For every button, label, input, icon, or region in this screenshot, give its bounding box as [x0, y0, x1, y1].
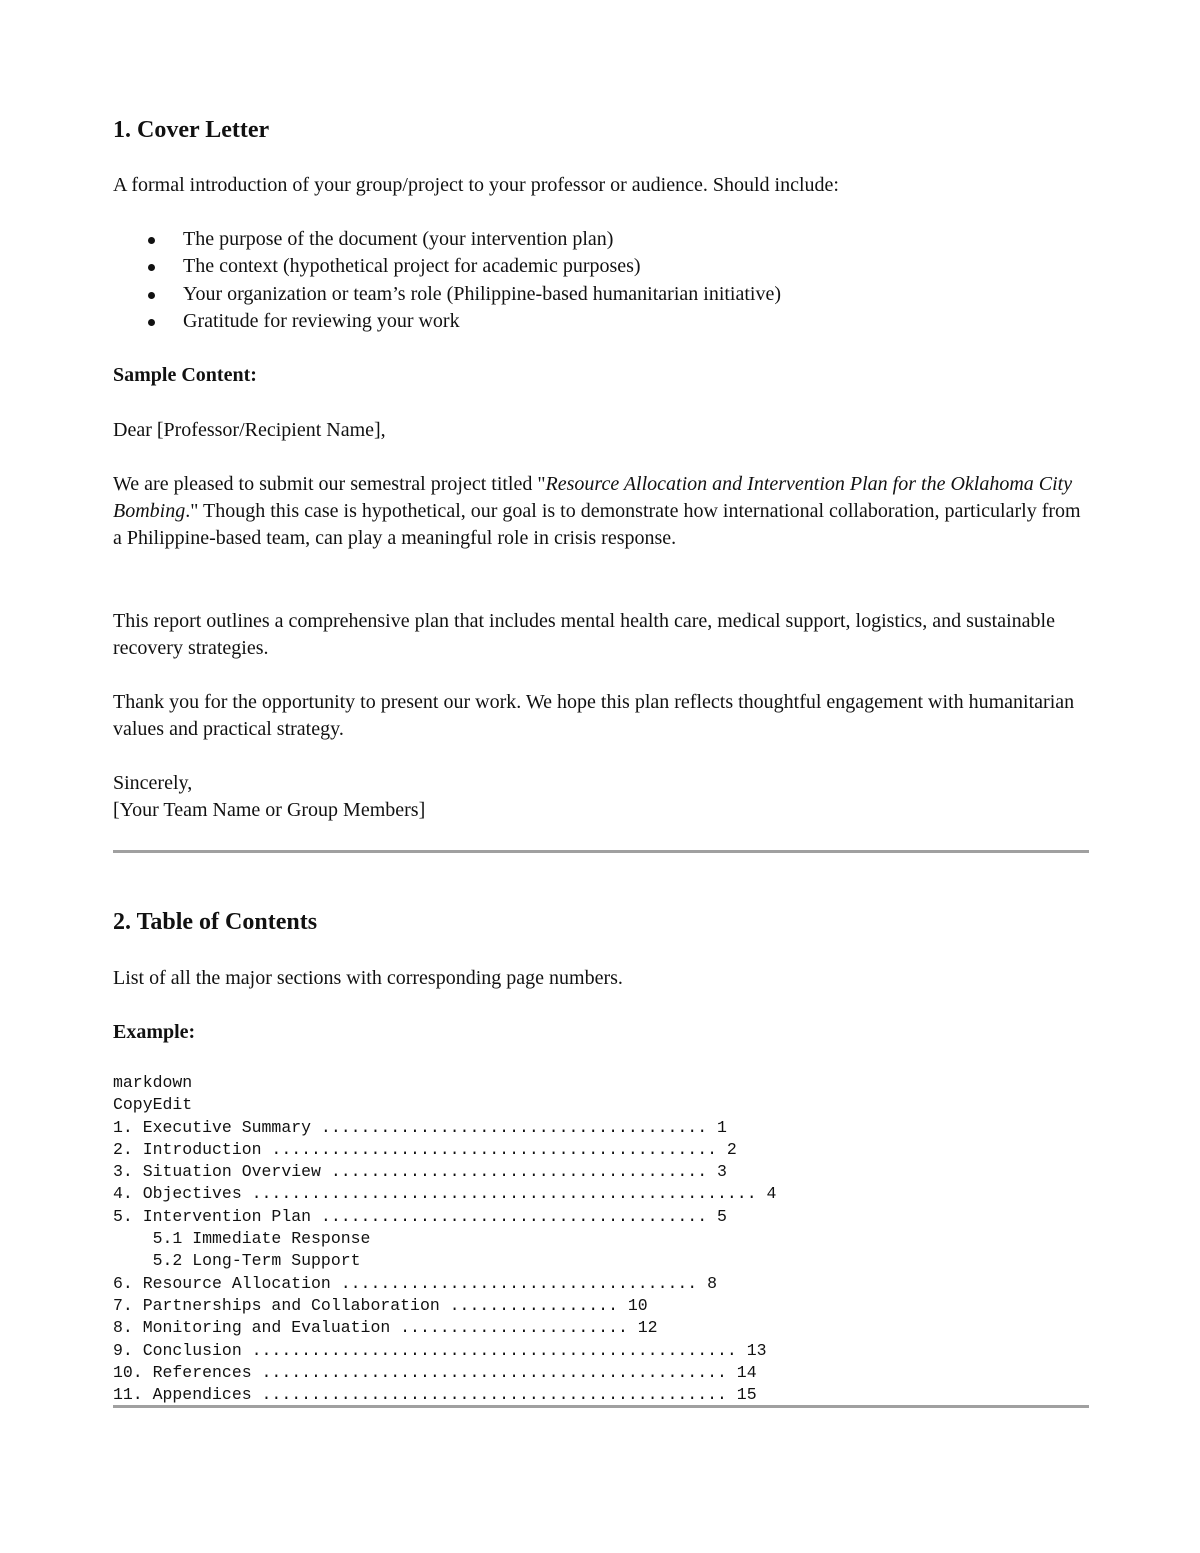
code-line: 5.1 Immediate Response	[113, 1229, 371, 1249]
list-item: The purpose of the document (your intervention plan)	[113, 226, 781, 253]
code-line: CopyEdit	[113, 1095, 193, 1115]
letter-paragraph-1: We are pleased to submit our semestral project titled "Resource Allocation and Intervention Plan for the Oklahoma City Bombing." Though this case is hypothetical, our goal is to demonstrate how international collaboration, particularly from a Philippine-based team, can play a meaningful role in crisis response.	[113, 473, 1081, 549]
section-heading-cover-letter: 1. Cover Letter	[113, 117, 270, 143]
code-line: markdown	[113, 1073, 193, 1092]
cover-letter-bullet-list	[113, 226, 781, 335]
letter-signature: [Your Team Name or Group Members]	[113, 799, 426, 821]
code-line: 3. Situation Overview ...................................... 3	[113, 1162, 727, 1182]
cover-letter-intro: A formal introduction of your group/project to your professor or audience. Should include:	[113, 174, 839, 196]
code-line: 7. Partnerships and Collaboration ................. 10	[113, 1295, 648, 1315]
code-block	[113, 1072, 776, 1406]
letter-paragraph-3: Thank you for the opportunity to present our work. We hope this plan reflects thoughtful engagement with humanitarian values and practical strategy.	[113, 691, 1075, 740]
list-item: The context (hypothetical project for academic purposes)	[113, 253, 781, 280]
bullet-icon	[148, 237, 155, 244]
toc-intro: List of all the major sections with corresponding page numbers.	[113, 967, 623, 989]
horizontal-divider	[113, 850, 1089, 853]
code-line: 2. Introduction ............................................. 2	[113, 1139, 737, 1159]
code-line: 9. Conclusion ................................................. 13	[113, 1340, 767, 1360]
code-line: 4. Objectives ................................................... 4	[113, 1184, 777, 1204]
letter-closing: Sincerely,	[113, 772, 193, 794]
bullet-icon	[148, 319, 155, 326]
code-line: 10. References ............................................... 14	[113, 1362, 757, 1382]
example-label: Example:	[113, 1021, 196, 1043]
list-item: Gratitude for reviewing your work	[113, 308, 781, 335]
code-line: 1. Executive Summary ....................................... 1	[113, 1117, 727, 1137]
code-line: 8. Monitoring and Evaluation ....................... 12	[113, 1318, 658, 1338]
code-line: 5. Intervention Plan ....................................... 5	[113, 1206, 727, 1226]
list-item: Your organization or team’s role (Philippine-based humanitarian initiative)	[113, 281, 781, 308]
letter-salutation: Dear [Professor/Recipient Name],	[113, 419, 386, 441]
project-title: Resource Allocation and Intervention Plan for the Oklahoma City Bombing	[113, 473, 1073, 522]
bullet-icon	[148, 292, 155, 299]
letter-paragraph-2: This report outlines a comprehensive plan that includes mental health care, medical support, logistics, and sustainable recovery strategies.	[113, 610, 1055, 659]
code-line: 5.2 Long-Term Support	[113, 1251, 361, 1271]
bullet-icon	[148, 264, 155, 271]
sample-content-label: Sample Content:	[113, 364, 257, 386]
section-heading-table-of-contents: 2. Table of Contents	[113, 909, 318, 935]
horizontal-divider	[113, 1405, 1089, 1408]
code-line: 6. Resource Allocation .................................... 8	[113, 1273, 717, 1293]
code-line: 11. Appendices ............................................... 15	[113, 1385, 757, 1405]
